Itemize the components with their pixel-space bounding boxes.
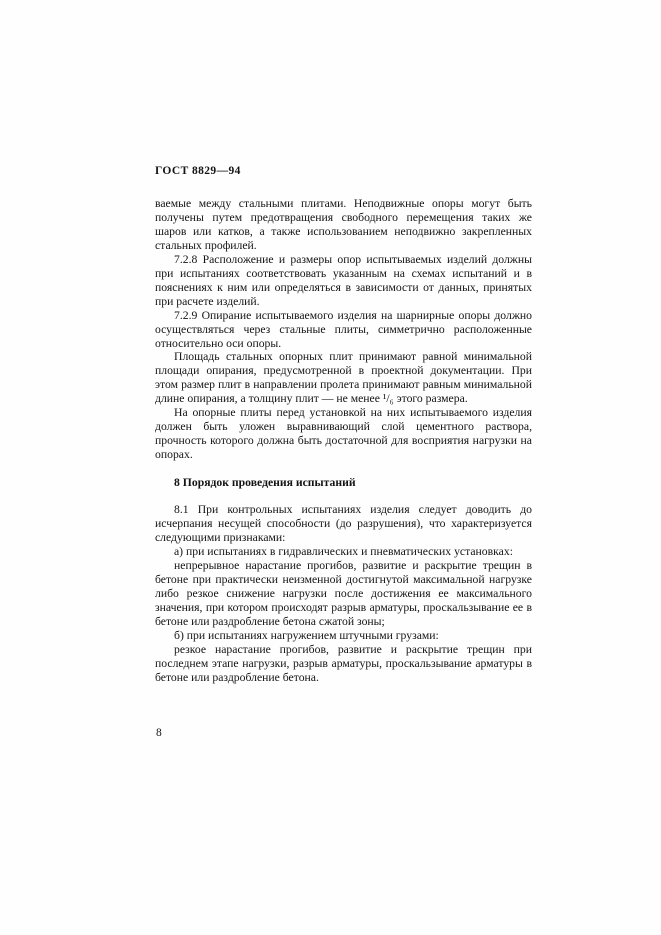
paragraph: резкое нарастание прогибов, развитие и раскрытие трещин при последнем этапе нагрузки, разрыв арматуры, проскальзывание арматуры в бетоне или раздробление бетона. [155, 642, 532, 684]
paragraph: 7.2.9 Опирание испытываемого изделия на шарнирные опоры должно осуществляться через стальные плиты, симметрично расположенные относительно оси опоры. [155, 308, 532, 350]
page-number: 8 [156, 727, 162, 739]
paragraph: 7.2.8 Расположение и размеры опор испытываемых изделий должны при испытаниях соответствовать указанным на схемах испытаний и в пояснениях к ним или определяться в зависимости от данных, принятых при расчете изделий. [155, 252, 532, 308]
paragraph: непрерывное нарастание прогибов, развитие и раскрытие трещин в бетоне при практически неизменной достигнутой максимальной нагрузке либо резкое снижение нагрузки после достижения ее максимального значения, при котором происходят разрыв арматуры, проскальзывание ее в бетоне или раздробление бетона сжатой зоны; [155, 558, 532, 628]
paragraph: а) при испытаниях в гидравлических и пневматических установках: [174, 544, 513, 558]
paragraph: На опорные плиты перед установкой на них испытываемого изделия должен быть уложен выравнивающий слой цементного раствора, прочность которого должна быть достаточной для восприятия нагрузки на опорах. [155, 406, 532, 462]
paragraph: Площадь стальных опорных плит принимают равной минимальной площади опирания, предусмотренной в проектной документации. При этом размер плит в направлении пролета принимают равным минимальной длине опирания, а толщину плит — не менее ¹/₆ этого размера. [155, 350, 532, 406]
paragraph: 8.1 При контрольных испытаниях изделия следует доводить до исчерпания несущей способности (до разрушения), что характеризуется следующими признаками: [155, 503, 532, 544]
document-body [155, 197, 532, 684]
section-heading: 8 Порядок проведения испытаний [174, 476, 356, 490]
paragraph: б) при испытаниях нагружением штучными грузами: [174, 628, 439, 642]
document-standard-number: ГОСТ 8829—94 [155, 165, 241, 177]
paragraph: ваемые между стальными плитами. Неподвижные опоры могут быть получены путем предотвращения свободного перемещения таких же шаров или катков, а также использованием неподвижно закрепленных стальных профилей. [155, 197, 532, 252]
